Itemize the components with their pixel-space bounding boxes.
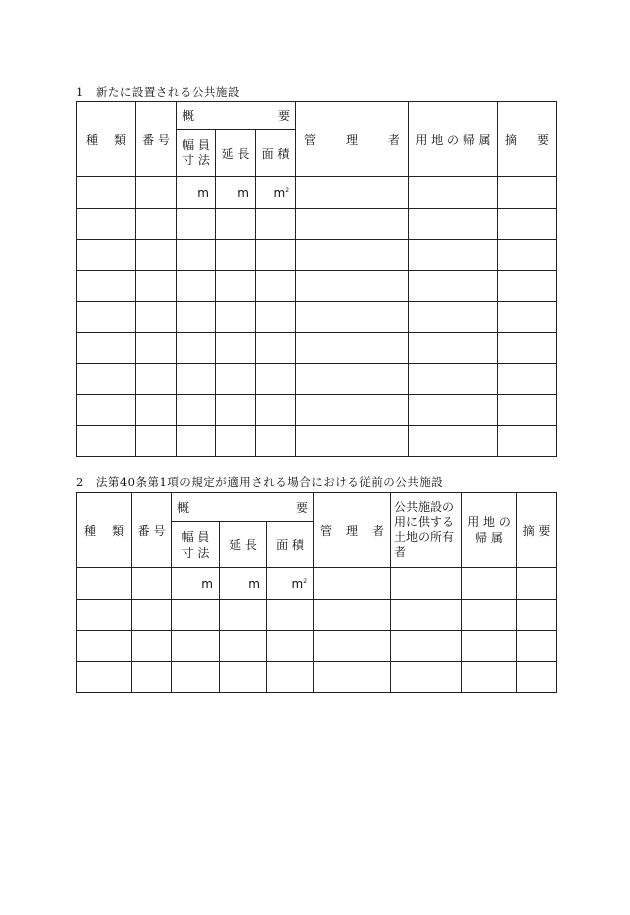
cell[interactable] xyxy=(256,209,296,240)
cell[interactable] xyxy=(517,568,557,600)
cell[interactable] xyxy=(296,240,409,271)
width-unit: m xyxy=(177,177,216,209)
cell[interactable] xyxy=(409,177,498,209)
header-length: 延 長 xyxy=(216,130,256,177)
length-unit: m xyxy=(220,568,267,600)
cell[interactable] xyxy=(216,333,256,364)
previous-facilities-table xyxy=(76,492,557,693)
cell[interactable] xyxy=(267,631,314,662)
cell[interactable] xyxy=(132,631,172,662)
cell[interactable] xyxy=(216,302,256,333)
cell[interactable] xyxy=(498,240,557,271)
cell[interactable] xyxy=(498,271,557,302)
header-remarks: 摘 要 xyxy=(517,493,557,568)
cell[interactable] xyxy=(136,426,177,457)
cell[interactable] xyxy=(216,395,256,426)
header-manager: 管 理 者 xyxy=(314,493,391,568)
table-row xyxy=(77,662,557,693)
cell[interactable] xyxy=(136,271,177,302)
table-row xyxy=(77,364,557,395)
cell[interactable] xyxy=(177,333,216,364)
cell[interactable] xyxy=(296,426,409,457)
cell[interactable] xyxy=(77,568,132,600)
cell[interactable] xyxy=(77,177,136,209)
cell[interactable] xyxy=(409,240,498,271)
cell[interactable] xyxy=(77,302,136,333)
cell[interactable] xyxy=(256,426,296,457)
header-width: 幅 員 寸 法 xyxy=(172,522,220,568)
header-overview: 概 要 xyxy=(177,102,296,130)
cell[interactable] xyxy=(296,177,409,209)
header-length: 延 長 xyxy=(220,522,267,568)
section-2-title: 2 法第40条第1項の規定が適用される場合における従前の公共施設 xyxy=(76,475,444,489)
cell[interactable] xyxy=(132,600,172,631)
length-unit: m xyxy=(216,177,256,209)
cell[interactable] xyxy=(77,240,136,271)
cell[interactable] xyxy=(296,333,409,364)
cell[interactable] xyxy=(136,302,177,333)
cell[interactable] xyxy=(391,631,462,662)
cell[interactable] xyxy=(462,631,517,662)
cell[interactable] xyxy=(77,395,136,426)
cell[interactable] xyxy=(409,333,498,364)
cell[interactable] xyxy=(256,364,296,395)
table-row xyxy=(77,426,557,457)
cell[interactable] xyxy=(498,426,557,457)
cell[interactable] xyxy=(267,600,314,631)
cell[interactable] xyxy=(216,271,256,302)
cell[interactable] xyxy=(409,209,498,240)
cell[interactable] xyxy=(409,302,498,333)
table-row xyxy=(77,271,557,302)
header-land-ownership: 用 地 の 帰 属 xyxy=(409,102,498,177)
header-kind: 種 類 xyxy=(77,493,132,568)
table-row xyxy=(77,177,557,209)
cell[interactable] xyxy=(256,333,296,364)
table-row xyxy=(77,302,557,333)
cell[interactable] xyxy=(296,302,409,333)
cell[interactable] xyxy=(462,568,517,600)
cell[interactable] xyxy=(296,364,409,395)
cell[interactable] xyxy=(498,364,557,395)
cell[interactable] xyxy=(498,302,557,333)
cell[interactable] xyxy=(136,209,177,240)
width-unit: m xyxy=(172,568,220,600)
cell[interactable] xyxy=(77,662,132,693)
cell[interactable] xyxy=(132,662,172,693)
cell[interactable] xyxy=(177,271,216,302)
area-unit: $m^2$ xyxy=(256,177,296,209)
cell[interactable] xyxy=(296,209,409,240)
cell[interactable] xyxy=(77,426,136,457)
section-1-title: 1 新たに設置される公共施設 xyxy=(76,85,240,99)
cell[interactable] xyxy=(498,209,557,240)
cell[interactable] xyxy=(177,209,216,240)
cell[interactable] xyxy=(462,600,517,631)
cell[interactable] xyxy=(216,240,256,271)
cell[interactable] xyxy=(409,395,498,426)
cell[interactable] xyxy=(136,364,177,395)
cell[interactable] xyxy=(77,333,136,364)
header-number: 番 号 xyxy=(132,493,172,568)
header-kind: 種 類 xyxy=(77,102,136,177)
table-row xyxy=(77,240,557,271)
header-area: 面 積 xyxy=(267,522,314,568)
header-area: 面 積 xyxy=(256,130,296,177)
header-landowner: 公共施設の用に供する土地の所有者 xyxy=(391,493,462,568)
cell[interactable] xyxy=(177,240,216,271)
cell[interactable] xyxy=(517,600,557,631)
header-overview: 概 要 xyxy=(172,493,314,522)
cell[interactable] xyxy=(409,364,498,395)
cell[interactable] xyxy=(132,568,172,600)
area-unit: $m^2$ xyxy=(267,568,314,600)
cell[interactable] xyxy=(220,600,267,631)
cell[interactable] xyxy=(256,395,296,426)
cell[interactable] xyxy=(220,662,267,693)
cell[interactable] xyxy=(77,209,136,240)
cell[interactable] xyxy=(256,302,296,333)
cell[interactable] xyxy=(172,600,220,631)
cell[interactable] xyxy=(296,271,409,302)
cell[interactable] xyxy=(256,240,296,271)
cell[interactable] xyxy=(498,177,557,209)
cell[interactable] xyxy=(216,364,256,395)
cell[interactable] xyxy=(177,302,216,333)
cell[interactable] xyxy=(498,333,557,364)
header-manager: 管 理 者 xyxy=(296,102,409,177)
cell[interactable] xyxy=(216,209,256,240)
header-width: 幅 員 寸 法 xyxy=(177,130,216,177)
header-remarks: 摘 要 xyxy=(498,102,557,177)
cell[interactable] xyxy=(314,568,391,600)
new-facilities-table xyxy=(76,101,557,457)
cell[interactable] xyxy=(77,631,132,662)
cell[interactable] xyxy=(177,395,216,426)
table-row xyxy=(77,600,557,631)
cell[interactable] xyxy=(409,426,498,457)
cell[interactable] xyxy=(220,631,267,662)
cell[interactable] xyxy=(314,600,391,631)
cell[interactable] xyxy=(136,177,177,209)
cell[interactable] xyxy=(314,631,391,662)
cell[interactable] xyxy=(177,364,216,395)
cell[interactable] xyxy=(391,662,462,693)
cell[interactable] xyxy=(136,395,177,426)
cell[interactable] xyxy=(172,662,220,693)
cell[interactable] xyxy=(216,426,256,457)
cell[interactable] xyxy=(517,631,557,662)
cell[interactable] xyxy=(517,662,557,693)
cell[interactable] xyxy=(177,426,216,457)
cell[interactable] xyxy=(462,662,517,693)
table-row xyxy=(77,209,557,240)
header-land-ownership: 用 地 の 帰 属 xyxy=(462,493,517,568)
cell[interactable] xyxy=(296,395,409,426)
header-number: 番 号 xyxy=(136,102,177,177)
cell[interactable] xyxy=(391,568,462,600)
cell[interactable] xyxy=(391,600,462,631)
cell[interactable] xyxy=(267,662,314,693)
cell[interactable] xyxy=(136,333,177,364)
table-row xyxy=(77,568,557,600)
cell[interactable] xyxy=(77,364,136,395)
cell[interactable] xyxy=(172,631,220,662)
cell[interactable] xyxy=(77,600,132,631)
cell[interactable] xyxy=(77,271,136,302)
cell[interactable] xyxy=(314,662,391,693)
table-row xyxy=(77,631,557,662)
table-row xyxy=(77,333,557,364)
cell[interactable] xyxy=(256,271,296,302)
cell[interactable] xyxy=(409,271,498,302)
cell[interactable] xyxy=(498,395,557,426)
cell[interactable] xyxy=(136,240,177,271)
table-row xyxy=(77,395,557,426)
